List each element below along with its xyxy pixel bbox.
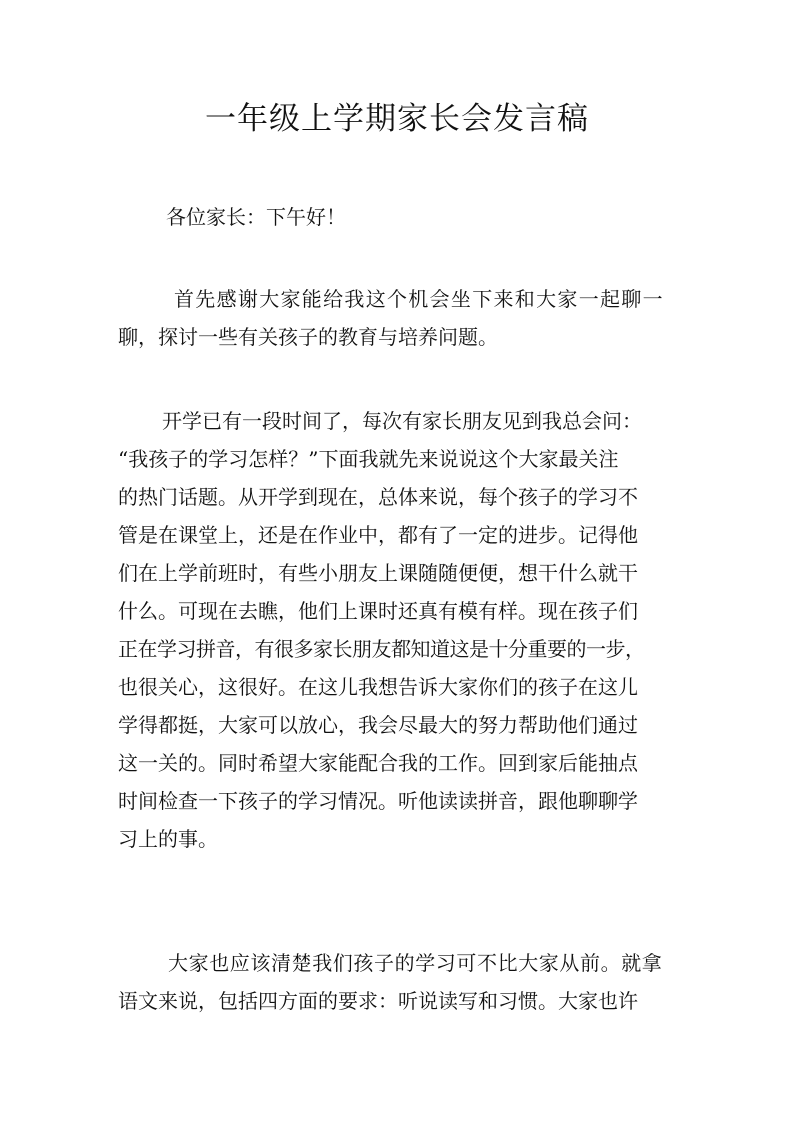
paragraph-line: 们在上学前班时，有些小朋友上课随随便便，想干什么就干 [118, 561, 638, 585]
paragraph-line: 大家也应该清楚我们孩子的学习可不比大家从前。就拿 [168, 951, 663, 975]
paragraph-line: “我孩子的学习怎样？”下面我就先来说说这个大家最关注 [118, 447, 619, 471]
greeting-line: 各位家长：下午好！ [166, 205, 346, 229]
paragraph-1 [118, 280, 676, 356]
paragraph-line: 正在学习拼音，有很多家长朋友都知道这是十分重要的一步， [118, 637, 645, 661]
paragraph-2 [118, 402, 676, 858]
greeting [118, 198, 724, 236]
paragraph-line: 这一关的。同时希望大家能配合我的工作。回到家后能抽点 [118, 751, 638, 775]
paragraph-line: 聊，探讨一些有关孩子的教育与培养问题。 [118, 325, 498, 349]
paragraph-3 [118, 944, 676, 1020]
paragraph-line: 习上的事。 [118, 827, 218, 851]
paragraph-line: 的热门话题。从开学到现在，总体来说，每个孩子的学习不 [118, 485, 638, 509]
paragraph-line: 学得都挺，大家可以放心，我会尽最大的努力帮助他们通过 [118, 713, 638, 737]
paragraph-line: 管是在课堂上，还是在作业中，都有了一定的进步。记得他 [118, 523, 638, 547]
paragraph-line: 时间检查一下孩子的学习情况。听他读读拼音，跟他聊聊学 [118, 789, 638, 813]
paragraph-line: 什么。可现在去瞧，他们上课时还真有模有样。现在孩子们 [118, 599, 638, 623]
paragraph-line: 首先感谢大家能给我这个机会坐下来和大家一起聊一 [174, 287, 664, 311]
paragraph-line: 语文来说，包括四方面的要求：听说读写和习惯。大家也许 [118, 989, 638, 1013]
paragraph-line: 也很关心，这很好。在这儿我想告诉大家你们的孩子在这儿 [118, 675, 638, 699]
document-title: 一年级上学期家长会发言稿 [205, 101, 589, 137]
paragraph-line: 开学已有一段时间了，每次有家长朋友见到我总会问： [162, 409, 642, 433]
